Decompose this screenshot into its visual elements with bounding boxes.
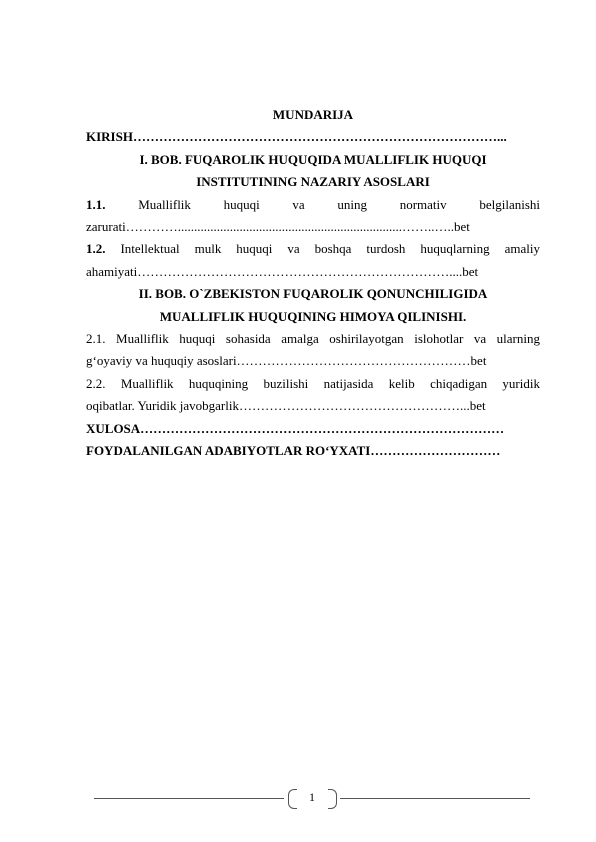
toc-entry-2-2[interactable]: 2.2. Mualliflik huquqining buzilishi natijasida kelib chiqadigan yuridik bbox=[86, 375, 540, 391]
footer-rule-left bbox=[94, 798, 284, 799]
section-number: 1.2. bbox=[86, 241, 106, 257]
section-number: 1.1. bbox=[86, 196, 106, 212]
footer-bracket-left bbox=[288, 789, 297, 809]
toc-entry-intro[interactable]: KIRISH…………………………………………………………………………... bbox=[86, 129, 507, 145]
toc-entry-1-2[interactable] bbox=[86, 238, 540, 260]
toc-entry-1-1-cont: zarurati………….....................................................................……..…..bet bbox=[86, 219, 470, 235]
toc-title: MUNDARIJA bbox=[272, 107, 354, 122]
chapter2-title-line1[interactable]: II. BOB. O`ZBEKISTON FUQAROLIK QONUNCHILIGIDA bbox=[138, 286, 488, 302]
chapter1-title-line2: INSTITUTINING NAZARIY ASOSLARI bbox=[196, 174, 430, 190]
chapter2-title-line2: MUALLIFLIK HUQUQINING HIMOYA QILINISHI. bbox=[159, 308, 467, 324]
toc-entry-conclusion[interactable]: XULOSA………………………………………………………………………… bbox=[86, 420, 505, 436]
footer-bracket-right bbox=[328, 789, 337, 809]
table-of-contents bbox=[86, 104, 540, 463]
toc-entry-2-1-cont: g‘oyaviy va huquqiy asoslari………………………………………………bet bbox=[86, 353, 487, 369]
page-number: 1 bbox=[309, 790, 315, 804]
section-title: Mualliflik huquqi va uning normativ belgilanishi bbox=[138, 196, 540, 212]
chapter1-title-line1[interactable]: I. BOB. FUQAROLIK HUQUQIDA MUALLIFLIK HUQUQI bbox=[139, 151, 487, 167]
toc-entry-2-2-cont: oqibatlar. Yuridik javobgarlik……………………………………………...bet bbox=[86, 398, 486, 414]
section-title: Intellektual mulk huquqi va boshqa turdosh huquqlarning amaliy bbox=[120, 241, 540, 257]
page-footer bbox=[94, 786, 530, 810]
toc-entry-references[interactable]: FOYDALANILGAN ADABIYOTLAR RO‘YXATI………………………… bbox=[86, 443, 501, 459]
toc-entry-1-1[interactable] bbox=[86, 194, 540, 216]
footer-rule-right bbox=[340, 798, 530, 799]
toc-entry-1-2-cont: ahamiyati………………………………………………………………....bet bbox=[86, 263, 479, 279]
toc-entry-2-1[interactable]: 2.1. Mualliflik huquqi sohasida amalga oshirilayotgan islohotlar va ularning bbox=[86, 331, 540, 347]
